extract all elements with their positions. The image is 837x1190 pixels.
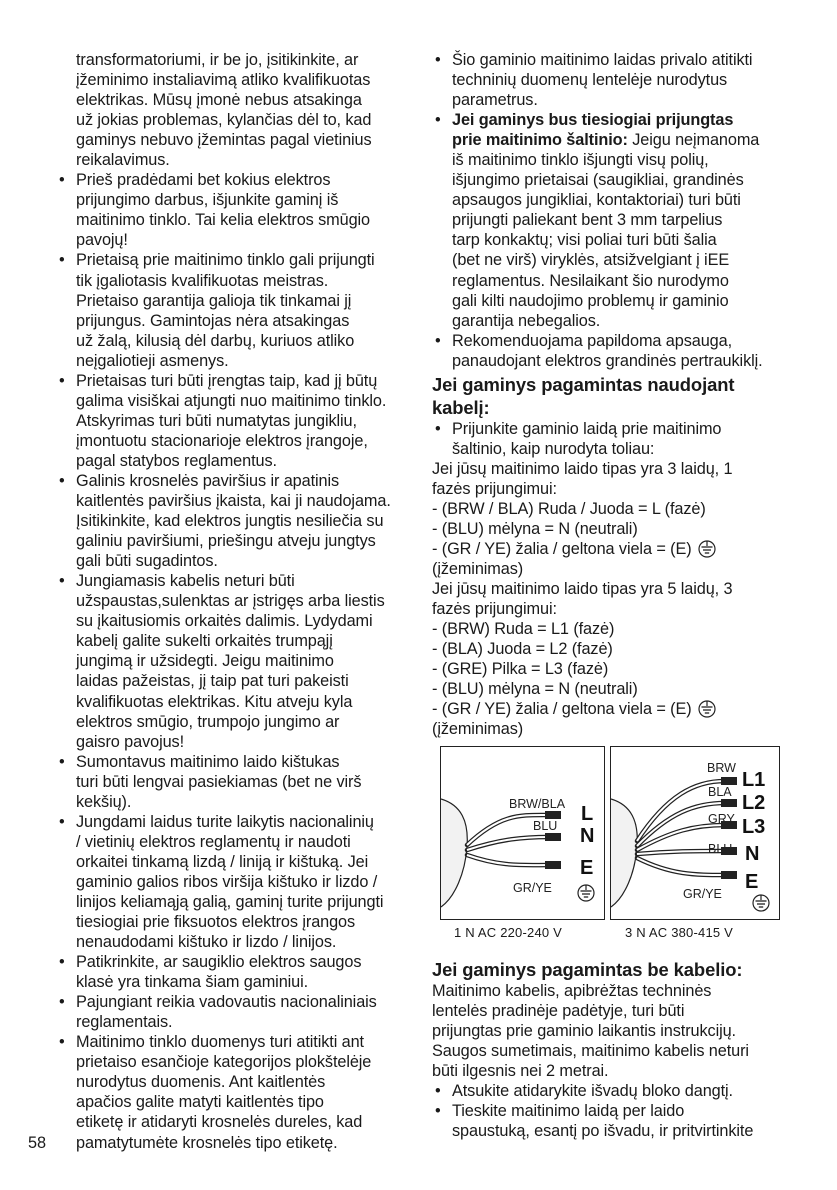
text-line: spaustuką, esantį po išvadu, ir pritvirtinkite	[452, 1121, 754, 1140]
text-line: • Prietaisas turi būti įrengtas taip, kad jį būtų	[76, 371, 378, 390]
text-line: nenaudodami kištuko ir lizdo / linijos.	[76, 933, 337, 952]
text-line: Jei jūsų maitinimo laido tipas yra 3 laidų, 1	[432, 459, 733, 478]
text-line: • Prieš pradėdami bet kokius elektros	[76, 171, 331, 190]
wire-tip	[545, 811, 561, 819]
text-line: prietaiso esančioje kategorijos plokštelėje	[76, 1053, 372, 1072]
text-line: Saugos sumetimais, maitinimo kabelis neturi	[432, 1041, 749, 1060]
wire-label: BLU	[533, 818, 558, 833]
three-wire-section	[432, 459, 788, 579]
wire-label: BRW	[707, 760, 736, 775]
text-line: garantija nebegalios.	[452, 311, 601, 330]
wire-tip	[721, 799, 737, 807]
text-line: • Maitinimo tinklo duomenys turi atitikti ant	[76, 1033, 364, 1052]
text-line: prijungus. Gamintojas nėra atsakingas	[76, 311, 350, 330]
text-line: kaitlentės paviršius įkaista, kai ji naudojama.	[76, 492, 391, 511]
text-line: Prietaiso garantija galioja tik tinkamai jį	[76, 291, 352, 310]
wire-label: GR/YE	[513, 880, 552, 895]
text-line: (įžeminimas)	[432, 720, 524, 739]
bullet-hot-surfaces	[56, 471, 408, 571]
text-line: prijungimo darbus, išjunkite gaminį iš	[76, 191, 339, 210]
text-line: maitinimo tinklo. Tai kelia elektros smūgio	[76, 211, 371, 230]
text-line: šaltinio, kaip nurodyta toliau:	[452, 439, 655, 458]
text-line: gaminys nebuvo įžemintas pagal vietinius	[76, 131, 372, 150]
text-line: - (BLA) Juoda = L2 (fazė)	[432, 640, 613, 659]
text-line: apsaugos jungikliai, kontaktoriai) turi būti	[452, 191, 741, 210]
bullet-plug-access	[56, 752, 408, 812]
text-span: - (GR / YE) žalia / geltona viela = (E)	[432, 700, 692, 719]
text-line: už žalą, kilusią dėl darbų, kuriuos atliko	[76, 331, 355, 350]
wire-label: BLU	[708, 841, 733, 856]
page-number: 58	[28, 1134, 47, 1152]
text-line: fazės prijungimui:	[432, 479, 557, 498]
left-column	[56, 50, 408, 1153]
wire-label: GR/YE	[683, 886, 722, 901]
text-line: • Šio gaminio maitinimo laidas privalo atitikti	[452, 51, 753, 69]
text-line: - (BRW / BLA) Ruda / Juoda = L (fazė)	[432, 499, 706, 518]
bullet-fuse-class	[56, 952, 408, 992]
text-line: klasė yra tinkama šiam gaminiui.	[76, 973, 309, 992]
text-line: - (BRW) Ruda = L1 (fazė)	[432, 620, 615, 639]
three-phase-diagram	[610, 746, 780, 920]
text-line: su įkaitusiomis orkaitės dalimis. Lydydami	[76, 612, 373, 631]
text-line: techninių duomenų lentelėje nurodytus	[452, 71, 728, 90]
diagram-captions	[432, 922, 788, 944]
text-line: nurodytus duomenis. Ant kaitlentės	[76, 1073, 326, 1092]
wire-tip	[721, 871, 737, 879]
text-line: orkaitei tinkamą lizdą / liniją ir kištuką. Jei	[76, 852, 369, 871]
wire-tip	[545, 833, 561, 841]
text-line: • Sumontavus maitinimo laido kištukas	[76, 752, 340, 771]
text-line: • Jungdami laidus turite laikytis nacionalinių	[76, 812, 374, 831]
intro-paragraph	[56, 50, 408, 170]
heading-without-cable: Jei gaminys pagamintas be kabelio:	[432, 958, 743, 980]
wire-label: BRW/BLA	[509, 796, 566, 811]
bullet-rcd	[432, 331, 788, 371]
bullet-open-cover	[432, 1081, 788, 1101]
text-line: tik įgaliotasis kvalifikuotas meistras.	[76, 271, 329, 290]
text-line: pavojų!	[76, 231, 128, 250]
diagram-caption: 1 N AC 220-240 V	[454, 924, 562, 940]
text-line: • Patikrinkite, ar saugiklio elektros saugos	[76, 953, 362, 972]
right-column	[432, 50, 788, 1141]
text-line: • Pajungiant reikia vadovautis nacionaliniais	[76, 993, 377, 1012]
text-line: iš maitinimo tinklo išjungti visų polių,	[452, 151, 709, 170]
wire-label: GRY	[708, 811, 735, 826]
heading-with-cable	[432, 373, 788, 419]
text-line: - (BLU) mėlyna = N (neutrali)	[432, 680, 638, 699]
five-wire-section	[432, 579, 788, 739]
text-line: • Prijunkite gaminio laidą prie maitinimo	[452, 419, 722, 438]
text-span: - (GR / YE) žalia / geltona viela = (E)	[432, 540, 692, 559]
no-cable-paragraph	[432, 981, 788, 1081]
bullet-isolation	[56, 371, 408, 471]
terminal-label: N	[745, 842, 760, 865]
text-line: galima visiškai atjungti nuo maitinimo tinklo.	[76, 391, 387, 410]
text-line: • Galinis krosnelės paviršius ir apatinis	[76, 471, 340, 490]
text-line: kvalifikuotas elektrikas. Kitu atveju kyla	[76, 692, 353, 711]
text-line: • Rekomenduojama papildoma apsauga,	[452, 331, 733, 350]
text-line: turi būti lengvai pasiekiamas (bet ne virš	[76, 772, 362, 791]
text-line: elektrikas. Mūsų įmonė nebus atsakinga	[76, 91, 362, 110]
terminal-label: L2	[742, 791, 766, 814]
terminal-label: L	[581, 802, 594, 825]
text-line: - (BLU) mėlyna = N (neutrali)	[432, 519, 638, 538]
text-line: linijos keliamąją galią, gaminį turite prijungti	[76, 892, 384, 911]
bold-line: prie maitinimo šaltinio:	[452, 131, 628, 150]
text-line: apačios galite matyti kaitlentės tipo	[76, 1093, 324, 1112]
text-line: pagal statybos reglamentus.	[76, 451, 277, 470]
text-line: gaminio galios ribos viršija kištuko ir lizdo /	[76, 872, 378, 891]
text-line: etiketę ir atidaryti krosnelės dureles, kad	[76, 1113, 363, 1132]
text-line: būti ilgesnis nei 2 metrai.	[432, 1061, 609, 1080]
heading-line: kabelį:	[432, 396, 490, 418]
text-line: • Tieskite maitinimo laidą per laido	[452, 1101, 685, 1120]
text-line: gali kilti naudojimo problemų ir gaminio	[452, 291, 729, 310]
bullet-national-rules	[56, 992, 408, 1032]
text-line: Atskyrimas turi būti numatytas jungikliu,	[76, 411, 357, 430]
wire-tip	[721, 777, 737, 785]
text-line: reglamentus. Nesilaikant šio nurodymo	[452, 271, 729, 290]
single-phase-diagram	[440, 746, 605, 920]
text-line: - (GRE) Pilka = L3 (fazė)	[432, 660, 609, 679]
text-line: transformatoriumi, ir be jo, įsitikinkite, ar	[76, 51, 359, 69]
text-line: tiesiogiai prie fiksuotos elektros įrangos	[76, 913, 356, 932]
bullet-cable-spec	[432, 50, 788, 110]
text-line: reglamentais.	[76, 1013, 173, 1032]
earth-ground-icon	[578, 885, 594, 901]
bullet-disconnect	[56, 170, 408, 250]
text-line: išjungimo prietaisai (saugikliai, grandinės	[452, 171, 744, 190]
text-line: įžeminimo instaliavimą atliko kvalifikuotas	[76, 71, 371, 90]
text-line: laidas pažeistas, jį taip pat turi pakeisti	[76, 672, 349, 691]
text-line: už jokias problemas, kylančias dėl to, kad	[76, 111, 372, 130]
terminal-label: L1	[742, 768, 766, 791]
text-line: parametrus.	[452, 91, 538, 110]
text-line: kekšių).	[76, 792, 132, 811]
terminal-label: L3	[742, 815, 766, 838]
text-line: kabelį galite sukelti orkaitės trumpąjį	[76, 632, 333, 651]
bullet-qualified-technician	[56, 250, 408, 370]
diagram-caption: 3 N AC 380-415 V	[625, 924, 733, 940]
heading-line: Jei gaminys pagamintas naudojant	[432, 373, 735, 395]
wire-label: BLA	[708, 784, 732, 799]
text-line: • Prietaisą prie maitinimo tinklo gali prijungti	[76, 251, 375, 270]
text-line: pamatytumėte krosnelės tipo etiketę.	[76, 1133, 338, 1152]
earth-ground-icon	[698, 700, 716, 718]
terminal-label: E	[580, 856, 594, 879]
bullet-connect	[432, 419, 788, 459]
text-line: tarp konkaktų; visi poliai turi būti šalia	[452, 231, 717, 250]
text-line: Jei jūsų maitinimo laido tipas yra 5 laidų, 3	[432, 580, 733, 599]
text-span: Jeigu neįmanoma	[627, 131, 760, 150]
text-line: Maitinimo kabelis, apibrėžtas techninės	[432, 981, 712, 1000]
bullet-regulations	[56, 812, 408, 952]
text-line: fazės prijungimui:	[432, 600, 557, 619]
text-line: (įžeminimas)	[432, 560, 524, 579]
wiring-diagrams	[432, 746, 788, 922]
bullet-cable-damage	[56, 571, 408, 751]
text-line: užspaustas,sulenktas ar įstrigęs arba liestis	[76, 592, 385, 611]
text-line: / vietinių elektros reglamentų ir naudoti	[76, 832, 351, 851]
text-line: reikalavimus.	[76, 151, 170, 170]
text-line: neįgaliotieji asmenys.	[76, 351, 229, 370]
text-line: elektros smūgio, trumpojo jungimo ar	[76, 712, 340, 731]
earth-ground-icon	[698, 540, 716, 558]
bold-line: • Jei gaminys bus tiesiogiai prijungtas	[452, 111, 734, 130]
bullet-direct-connection	[432, 110, 788, 331]
text-line: lentelės pradinėje padėtyje, turi būti	[432, 1001, 685, 1020]
terminal-label: N	[580, 824, 595, 847]
terminal-label: E	[745, 870, 759, 893]
text-line: prijungtas prie gaminio laikantis instrukcijų.	[432, 1021, 736, 1040]
text-line: prijungti paliekant bent 3 mm tarpelius	[452, 211, 723, 230]
text-line: galiniu paviršiumi, priešingu atveju jungtys	[76, 532, 376, 551]
text-line: Įsitikinkite, kad elektros jungtis nesiliečia su	[76, 512, 384, 531]
earth-ground-icon	[753, 895, 769, 911]
bullet-rating-plate	[56, 1032, 408, 1152]
text-line: įmontuotu stacionarioje elektros įrangoje,	[76, 431, 368, 450]
text-line: gali būti sugadintos.	[76, 552, 218, 571]
bullet-route-cable	[432, 1101, 788, 1141]
text-line: (bet ne virš) viryklės, atsižvelgiant į iEE	[452, 251, 730, 270]
text-line: panaudojant elektros grandinės pertraukiklį.	[452, 351, 763, 370]
text-line: jungimą ir užsidegti. Jeigu maitinimo	[76, 652, 334, 671]
text-line: gaisro pavojus!	[76, 732, 185, 751]
wire-tip	[545, 861, 561, 869]
text-line: • Atsukite atidarykite išvadų bloko dangtį.	[452, 1081, 733, 1100]
text-line: • Jungiamasis kabelis neturi būti	[76, 572, 295, 591]
